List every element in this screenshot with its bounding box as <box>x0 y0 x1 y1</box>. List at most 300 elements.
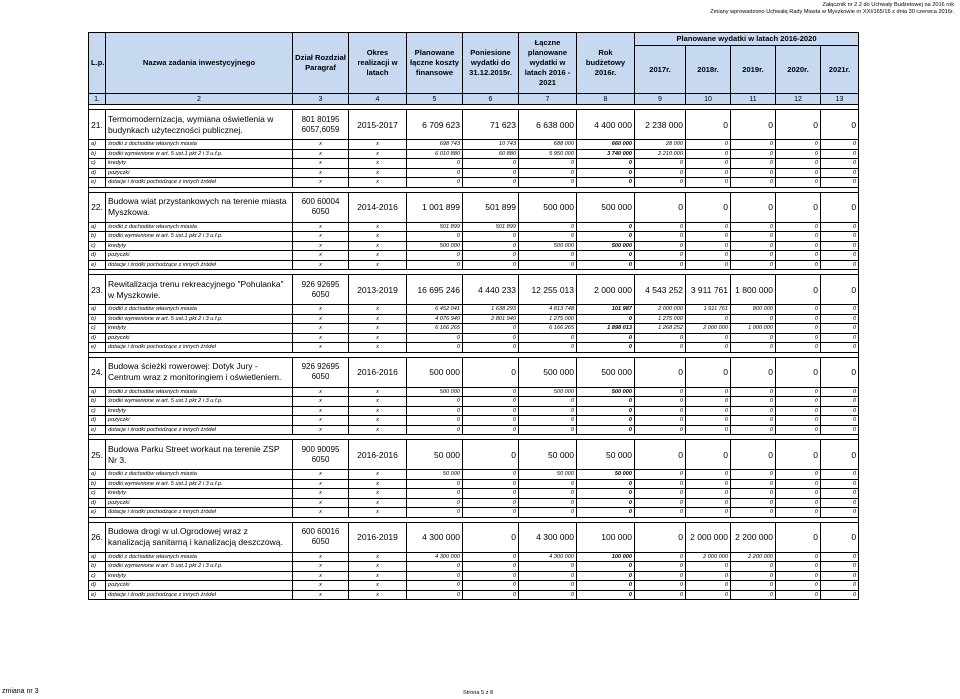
funding-source-label: kredyty <box>106 241 293 251</box>
funding-value: 0 <box>776 489 821 499</box>
funding-value: 6 452 041 <box>407 305 463 315</box>
funding-letter: c) <box>89 159 106 169</box>
funding-value: 0 <box>821 232 859 242</box>
task-lp: 21. <box>89 110 106 140</box>
funding-value: x <box>349 397 407 407</box>
task-y2017: 2 238 000 <box>635 110 686 140</box>
funding-source-row <box>89 470 859 480</box>
funding-value: 100 000 <box>577 552 635 562</box>
funding-value: x <box>293 562 349 572</box>
funding-value: x <box>349 416 407 426</box>
task-classification: 926 92695 6050 <box>293 357 349 387</box>
funding-value: 0 <box>821 406 859 416</box>
funding-value: 0 <box>519 489 577 499</box>
task-y2017: 0 <box>635 440 686 470</box>
funding-letter: a) <box>89 387 106 397</box>
funding-value: 0 <box>686 251 731 261</box>
funding-value: 0 <box>407 159 463 169</box>
funding-value: 0 <box>821 489 859 499</box>
task-y2018: 0 <box>686 110 731 140</box>
funding-value: 0 <box>776 333 821 343</box>
task-lp: 26. <box>89 522 106 552</box>
funding-value: 50 000 <box>519 470 577 480</box>
funding-value: 0 <box>821 159 859 169</box>
funding-source-label: kredyty <box>106 489 293 499</box>
funding-value: 0 <box>635 241 686 251</box>
funding-value: x <box>349 222 407 232</box>
task-y2020: 0 <box>776 192 821 222</box>
funding-value: x <box>349 552 407 562</box>
funding-source-row <box>89 159 859 169</box>
funding-value: x <box>349 581 407 591</box>
funding-value: 0 <box>407 498 463 508</box>
funding-value: 0 <box>519 425 577 435</box>
funding-value: x <box>349 260 407 270</box>
funding-value: 0 <box>686 571 731 581</box>
funding-value: 0 <box>407 260 463 270</box>
funding-source-row <box>89 406 859 416</box>
funding-value: x <box>293 251 349 261</box>
funding-value: 0 <box>821 397 859 407</box>
funding-source-label: kredyty <box>106 571 293 581</box>
funding-value: 0 <box>731 241 776 251</box>
page-number: Strona 5 z 8 <box>463 690 494 696</box>
funding-value: x <box>293 581 349 591</box>
task-y2020: 0 <box>776 275 821 305</box>
col-2018: 2018r. <box>686 46 731 94</box>
funding-value: 0 <box>407 416 463 426</box>
funding-value: x <box>349 343 407 353</box>
funding-value: 0 <box>686 397 731 407</box>
funding-value: 0 <box>821 552 859 562</box>
funding-value: 0 <box>635 489 686 499</box>
task-koszty: 4 300 000 <box>407 522 463 552</box>
task-name: Budowa drogi w ul.Ogrodowej wraz z kanalizacją sanitarną i kanalizacją deszczową. <box>106 522 293 552</box>
funding-letter: b) <box>89 149 106 159</box>
task-koszty: 16 695 246 <box>407 275 463 305</box>
funding-value: 50 000 <box>577 470 635 480</box>
task-okres: 2016-2019 <box>349 522 407 552</box>
funding-source-label: pożyczki <box>106 251 293 261</box>
funding-value: x <box>293 387 349 397</box>
task-okres: 2014-2016 <box>349 192 407 222</box>
funding-value: 0 <box>635 581 686 591</box>
funding-value: 0 <box>407 425 463 435</box>
funding-value: 0 <box>731 251 776 261</box>
header-line-2: Zmiany wprowadzono Uchwałą Rady Miasta w Myszkowie nr XXI/165/16 z dnia 30 czerwca 2016r. <box>710 9 954 15</box>
funding-value: 0 <box>686 178 731 188</box>
funding-value: 0 <box>821 222 859 232</box>
funding-value: 0 <box>731 314 776 324</box>
funding-value: 0 <box>776 571 821 581</box>
funding-value: 0 <box>577 479 635 489</box>
task-y2021: 0 <box>821 522 859 552</box>
funding-value: 2 200 000 <box>731 552 776 562</box>
funding-value: 0 <box>776 241 821 251</box>
funding-letter: d) <box>89 416 106 426</box>
task-poniesione: 0 <box>463 357 519 387</box>
funding-source-row <box>89 387 859 397</box>
funding-value: x <box>349 387 407 397</box>
funding-value: 1 911 761 <box>686 305 731 315</box>
funding-value: 0 <box>577 590 635 600</box>
task-row <box>89 440 859 470</box>
funding-value: 2 000 000 <box>686 324 731 334</box>
funding-source-row <box>89 343 859 353</box>
funding-value: 0 <box>463 590 519 600</box>
funding-value: 4 300 000 <box>407 552 463 562</box>
funding-value: 0 <box>463 479 519 489</box>
funding-value: 500 000 <box>407 387 463 397</box>
funding-letter: c) <box>89 241 106 251</box>
funding-value: 0 <box>519 581 577 591</box>
funding-value: 0 <box>776 305 821 315</box>
col-number: 8 <box>577 94 635 105</box>
funding-value: 0 <box>577 168 635 178</box>
funding-value: 0 <box>776 260 821 270</box>
funding-value: 0 <box>463 324 519 334</box>
funding-value: 0 <box>821 149 859 159</box>
funding-source-row <box>89 416 859 426</box>
funding-value: 6 166 265 <box>407 324 463 334</box>
funding-source-row <box>89 149 859 159</box>
funding-value: 0 <box>635 508 686 518</box>
funding-value: 0 <box>463 489 519 499</box>
task-name: Termomodernizacja, wymiana oświetlenia w budynkach użyteczności publicznej. <box>106 110 293 140</box>
funding-letter: e) <box>89 260 106 270</box>
col-okres: Okres realizacji w latach <box>349 33 407 94</box>
funding-value: 0 <box>635 387 686 397</box>
funding-value: 0 <box>686 222 731 232</box>
funding-value: x <box>349 168 407 178</box>
task-y2018: 0 <box>686 440 731 470</box>
funding-source-label: dotacje i środki pochodzące z innych źródeł <box>106 178 293 188</box>
funding-letter: d) <box>89 168 106 178</box>
funding-value: 6 010 880 <box>407 149 463 159</box>
funding-value: 0 <box>463 387 519 397</box>
column-header-row <box>89 33 859 46</box>
task-rok: 50 000 <box>577 440 635 470</box>
funding-value: x <box>293 406 349 416</box>
funding-value: 688 000 <box>519 140 577 150</box>
task-koszty: 500 000 <box>407 357 463 387</box>
task-y2019: 0 <box>731 357 776 387</box>
funding-letter: a) <box>89 470 106 480</box>
funding-value: x <box>293 159 349 169</box>
task-rok: 2 000 000 <box>577 275 635 305</box>
funding-source-label: pożyczki <box>106 416 293 426</box>
funding-value: 0 <box>731 479 776 489</box>
funding-value: x <box>349 314 407 324</box>
funding-value: 500 000 <box>407 241 463 251</box>
funding-value: 0 <box>407 251 463 261</box>
funding-letter: c) <box>89 324 106 334</box>
funding-value: 4 813 748 <box>519 305 577 315</box>
funding-value: x <box>349 159 407 169</box>
funding-value: 0 <box>731 149 776 159</box>
task-poniesione: 4 440 233 <box>463 275 519 305</box>
funding-value: 0 <box>577 397 635 407</box>
task-name: Budowa Parku Street workaut na terenie ZSP Nr 3. <box>106 440 293 470</box>
funding-value: x <box>349 571 407 581</box>
funding-value: 0 <box>463 260 519 270</box>
funding-source-row <box>89 222 859 232</box>
funding-value: 0 <box>635 178 686 188</box>
funding-value: x <box>293 489 349 499</box>
funding-value: x <box>293 241 349 251</box>
funding-value: 0 <box>463 571 519 581</box>
task-y2019: 2 200 000 <box>731 522 776 552</box>
funding-value: 0 <box>635 416 686 426</box>
funding-value: 50 000 <box>407 470 463 480</box>
funding-value: 0 <box>821 590 859 600</box>
funding-value: 0 <box>463 251 519 261</box>
funding-value: 2 000 000 <box>635 305 686 315</box>
funding-source-row <box>89 314 859 324</box>
funding-value: 0 <box>731 470 776 480</box>
funding-value: 0 <box>463 562 519 572</box>
funding-value: 0 <box>463 232 519 242</box>
funding-value: x <box>293 168 349 178</box>
funding-value: 0 <box>635 222 686 232</box>
funding-value: 0 <box>686 581 731 591</box>
funding-value: x <box>293 552 349 562</box>
funding-value: 0 <box>686 562 731 572</box>
task-laczne: 500 000 <box>519 357 577 387</box>
funding-value: x <box>349 498 407 508</box>
funding-value: 0 <box>686 479 731 489</box>
funding-source-row <box>89 590 859 600</box>
investment-table <box>88 32 859 600</box>
funding-value: 2 210 000 <box>635 149 686 159</box>
task-y2019: 1 800 000 <box>731 275 776 305</box>
funding-value: 0 <box>686 149 731 159</box>
funding-value: 28 000 <box>635 140 686 150</box>
funding-value: x <box>293 571 349 581</box>
funding-value: 10 743 <box>463 140 519 150</box>
col-dzial: Dział Rozdział Paragraf <box>293 33 349 94</box>
funding-value: x <box>293 425 349 435</box>
funding-value: x <box>293 222 349 232</box>
task-name: Budowa wiat przystankowych na terenie miasta Myszkowa. <box>106 192 293 222</box>
task-classification: 600 60004 6050 <box>293 192 349 222</box>
funding-value: 0 <box>821 168 859 178</box>
task-y2021: 0 <box>821 110 859 140</box>
funding-value: 0 <box>731 178 776 188</box>
funding-value: 0 <box>686 387 731 397</box>
funding-value: 0 <box>519 343 577 353</box>
funding-letter: e) <box>89 425 106 435</box>
funding-value: 0 <box>635 425 686 435</box>
task-y2020: 0 <box>776 357 821 387</box>
task-okres: 2016-2016 <box>349 357 407 387</box>
funding-value: 0 <box>686 333 731 343</box>
task-y2018: 0 <box>686 192 731 222</box>
funding-value: 0 <box>686 343 731 353</box>
funding-value: 0 <box>577 581 635 591</box>
funding-source-label: środki wymienione w art. 5 ust.1 pkt 2 i 3 u.f.p. <box>106 479 293 489</box>
funding-letter: e) <box>89 590 106 600</box>
col-number: 12 <box>776 94 821 105</box>
funding-value: 0 <box>577 406 635 416</box>
funding-value: x <box>349 406 407 416</box>
funding-value: 0 <box>776 251 821 261</box>
funding-value: 0 <box>463 168 519 178</box>
task-row <box>89 275 859 305</box>
funding-letter: b) <box>89 397 106 407</box>
funding-source-row <box>89 168 859 178</box>
funding-source-label: dotacje i środki pochodzące z innych źródeł <box>106 508 293 518</box>
funding-value: 0 <box>731 387 776 397</box>
task-okres: 2016-2016 <box>349 440 407 470</box>
funding-value: 660 000 <box>577 140 635 150</box>
funding-letter: a) <box>89 305 106 315</box>
task-y2021: 0 <box>821 192 859 222</box>
funding-value: 0 <box>821 571 859 581</box>
task-okres: 2015-2017 <box>349 110 407 140</box>
document-header <box>710 2 954 16</box>
funding-value: 0 <box>821 140 859 150</box>
funding-value: 0 <box>577 416 635 426</box>
funding-value: 0 <box>731 397 776 407</box>
funding-value: 0 <box>731 343 776 353</box>
funding-value: 1 275 000 <box>519 314 577 324</box>
funding-value: 0 <box>821 425 859 435</box>
task-name: Budowa ścieżki rowerowej: Dotyk Jury - Centrum wraz z monitoringiem i oświetleniem. <box>106 357 293 387</box>
col-2019: 2019r. <box>731 46 776 94</box>
funding-value: 0 <box>731 562 776 572</box>
funding-source-label: kredyty <box>106 159 293 169</box>
funding-letter: d) <box>89 251 106 261</box>
funding-value: 0 <box>519 333 577 343</box>
funding-value: 0 <box>821 343 859 353</box>
funding-value: 0 <box>407 571 463 581</box>
funding-value: 0 <box>635 260 686 270</box>
funding-value: 0 <box>731 571 776 581</box>
funding-value: 1 000 000 <box>731 324 776 334</box>
funding-source-label: środki z dochodów własnych miasta <box>106 305 293 315</box>
task-y2019: 0 <box>731 110 776 140</box>
task-laczne: 12 255 013 <box>519 275 577 305</box>
funding-letter: b) <box>89 314 106 324</box>
funding-value: 60 880 <box>463 149 519 159</box>
funding-value: 0 <box>731 489 776 499</box>
col-number: 10 <box>686 94 731 105</box>
column-number-row <box>89 94 859 105</box>
task-classification: 926 92695 6050 <box>293 275 349 305</box>
funding-value: 0 <box>776 140 821 150</box>
col-number: 3 <box>293 94 349 105</box>
funding-letter: a) <box>89 222 106 232</box>
funding-value: 0 <box>686 508 731 518</box>
funding-value: 0 <box>577 508 635 518</box>
funding-value: 0 <box>577 425 635 435</box>
task-y2020: 0 <box>776 440 821 470</box>
funding-value: 2 801 940 <box>463 314 519 324</box>
funding-value: 0 <box>519 479 577 489</box>
funding-value: 0 <box>686 425 731 435</box>
funding-value: x <box>293 314 349 324</box>
funding-value: 0 <box>463 343 519 353</box>
funding-source-label: dotacje i środki pochodzące z innych źródeł <box>106 425 293 435</box>
funding-source-row <box>89 425 859 435</box>
funding-value: x <box>349 590 407 600</box>
funding-value: 0 <box>463 416 519 426</box>
col-number: 13 <box>821 94 859 105</box>
funding-value: 0 <box>635 552 686 562</box>
funding-source-label: dotacje i środki pochodzące z innych źródeł <box>106 260 293 270</box>
task-name: Rewitalizacja trenu rekreacyjnego "Pohulanka" w Myszkowie. <box>106 275 293 305</box>
task-y2020: 0 <box>776 110 821 140</box>
funding-value: 0 <box>776 159 821 169</box>
funding-value: 0 <box>463 552 519 562</box>
funding-value: 0 <box>821 241 859 251</box>
task-laczne: 50 000 <box>519 440 577 470</box>
col-number: 9 <box>635 94 686 105</box>
funding-letter: c) <box>89 406 106 416</box>
funding-value: 0 <box>731 222 776 232</box>
funding-source-label: środki wymienione w art. 5 ust.1 pkt 2 i 3 u.f.p. <box>106 562 293 572</box>
task-row <box>89 357 859 387</box>
funding-value: 0 <box>407 333 463 343</box>
funding-letter: e) <box>89 178 106 188</box>
funding-value: 0 <box>635 498 686 508</box>
funding-value: 0 <box>776 387 821 397</box>
funding-value: x <box>293 178 349 188</box>
funding-value: 0 <box>635 397 686 407</box>
funding-value: 0 <box>577 222 635 232</box>
funding-value: 0 <box>821 508 859 518</box>
funding-source-label: pożyczki <box>106 168 293 178</box>
funding-letter: b) <box>89 232 106 242</box>
funding-source-label: pożyczki <box>106 581 293 591</box>
funding-source-row <box>89 552 859 562</box>
task-laczne: 4 300 000 <box>519 522 577 552</box>
funding-value: x <box>349 508 407 518</box>
col-2017: 2017r. <box>635 46 686 94</box>
funding-value: x <box>349 489 407 499</box>
funding-value: 0 <box>407 232 463 242</box>
task-y2018: 2 000 000 <box>686 522 731 552</box>
task-laczne: 500 000 <box>519 192 577 222</box>
funding-value: 0 <box>731 168 776 178</box>
task-y2019: 0 <box>731 440 776 470</box>
funding-source-row <box>89 241 859 251</box>
funding-value: 0 <box>407 508 463 518</box>
funding-value: 0 <box>463 178 519 188</box>
funding-value: 0 <box>519 562 577 572</box>
funding-value: x <box>349 140 407 150</box>
funding-value: 0 <box>821 305 859 315</box>
col-name: Nazwa zadania inwestycyjnego <box>106 33 293 94</box>
funding-value: 0 <box>635 232 686 242</box>
funding-value: 0 <box>635 571 686 581</box>
funding-value: 0 <box>776 222 821 232</box>
funding-value: 0 <box>407 562 463 572</box>
funding-value: 0 <box>407 581 463 591</box>
funding-source-label: środki z dochodów własnych miasta <box>106 387 293 397</box>
funding-value: 0 <box>686 159 731 169</box>
funding-value: 1 638 293 <box>463 305 519 315</box>
funding-value: 0 <box>776 324 821 334</box>
funding-value: 0 <box>776 498 821 508</box>
funding-value: 0 <box>635 470 686 480</box>
funding-value: 0 <box>731 140 776 150</box>
task-laczne: 6 638 000 <box>519 110 577 140</box>
col-lp: L.p. <box>89 33 106 94</box>
funding-value: 500 000 <box>519 387 577 397</box>
funding-source-label: dotacje i środki pochodzące z innych źródeł <box>106 590 293 600</box>
